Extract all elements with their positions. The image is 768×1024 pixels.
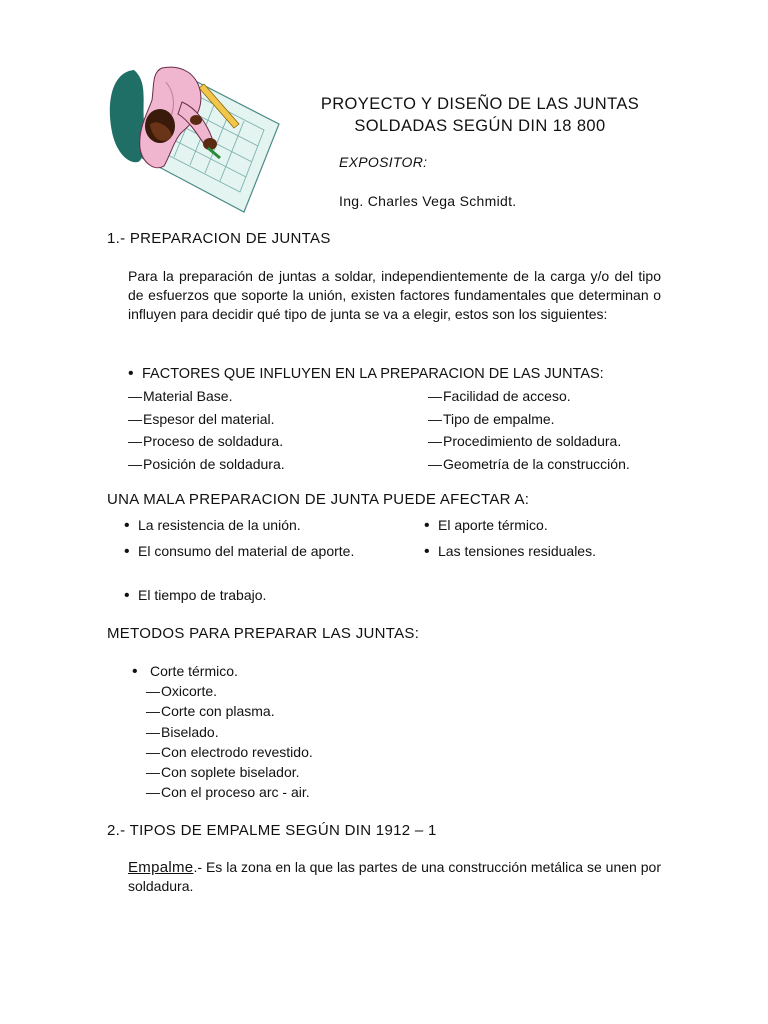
list-item: — Procedimiento de soldadura.: [428, 432, 630, 455]
list-item: — Facilidad de acceso.: [428, 387, 630, 410]
list-item: El aporte térmico.: [438, 517, 548, 533]
list-item: El consumo del material de aporte.: [138, 543, 355, 559]
list-item: La resistencia de la unión.: [138, 517, 301, 533]
bullet-icon: •: [124, 587, 130, 604]
expositor-name: Ing. Charles Vega Schmidt.: [339, 193, 517, 209]
bullet-icon: •: [124, 543, 130, 560]
metodos-heading: METODOS PARA PREPARAR LAS JUNTAS:: [107, 625, 420, 642]
mala-right-item-1: [424, 516, 548, 535]
factors-heading-text: FACTORES QUE INFLUYEN EN LA PREPARACION DE LAS JUNTAS:: [142, 366, 604, 382]
mala-left-item-1: [124, 516, 364, 535]
metodos-list: [146, 682, 313, 804]
drafter-illustration: [104, 62, 284, 214]
empalme-definition: [128, 858, 661, 896]
list-item: — Corte con plasma.: [146, 702, 313, 722]
list-item: — Material Base.: [128, 387, 285, 410]
title-line-2: SOLDADAS SEGÚN DIN 18 800: [354, 117, 606, 135]
list-item: El tiempo de trabajo.: [138, 587, 267, 603]
list-item: — Con soplete biselador.: [146, 763, 313, 783]
list-item: — Biselado.: [146, 723, 313, 743]
bullet-icon: •: [424, 543, 430, 560]
section-1-paragraph: Para la preparación de juntas a soldar, independientemente de la carga y/o del tipo de esfuerzos que soporte la unión, existen factores fundamentales que determinan o influyen para decidir qué tipo de junta se va a elegir, estos son los siguientes:: [128, 268, 661, 322]
list-item: Las tensiones residuales.: [438, 543, 596, 559]
mala-heading: UNA MALA PREPARACION DE JUNTA PUEDE AFECTAR A:: [107, 491, 530, 508]
mala-left-item-2: [124, 542, 362, 561]
section-2-heading: 2.- TIPOS DE EMPALME SEGÚN DIN 1912 – 1: [107, 822, 437, 839]
metodos-bullet: [132, 662, 238, 681]
expositor-label: EXPOSITOR:: [339, 154, 428, 170]
title-line-1: PROYECTO Y DISEÑO DE LAS JUNTAS: [320, 95, 640, 113]
document-title: [300, 93, 660, 137]
list-item: — Con electrodo revestido.: [146, 743, 313, 763]
bullet-icon: •: [128, 365, 134, 382]
list-item: — Posición de soldadura.: [128, 455, 285, 478]
empalme-text: .- Es la zona en la que las partes de una construcción metálica se unen por soldadura.: [128, 859, 661, 894]
list-item: — Tipo de empalme.: [428, 410, 630, 433]
factors-left-list: [128, 387, 285, 477]
list-item: — Oxicorte.: [146, 682, 313, 702]
factors-right-list: [428, 387, 630, 477]
list-item: — Con el proceso arc - air.: [146, 783, 313, 803]
empalme-term: Empalme: [128, 859, 194, 876]
bullet-icon: •: [132, 663, 138, 680]
factors-heading: [128, 364, 604, 384]
mala-right-item-2: [424, 542, 596, 561]
section-1-heading: 1.- PREPARACION DE JUNTAS: [107, 230, 331, 247]
bullet-icon: •: [124, 517, 130, 534]
bullet-icon: •: [424, 517, 430, 534]
mala-left-item-3: [124, 586, 364, 605]
list-item: Corte térmico.: [150, 663, 238, 679]
list-item: — Geometría de la construcción.: [428, 455, 630, 478]
list-item: — Proceso de soldadura.: [128, 432, 285, 455]
list-item: — Espesor del material.: [128, 410, 285, 433]
